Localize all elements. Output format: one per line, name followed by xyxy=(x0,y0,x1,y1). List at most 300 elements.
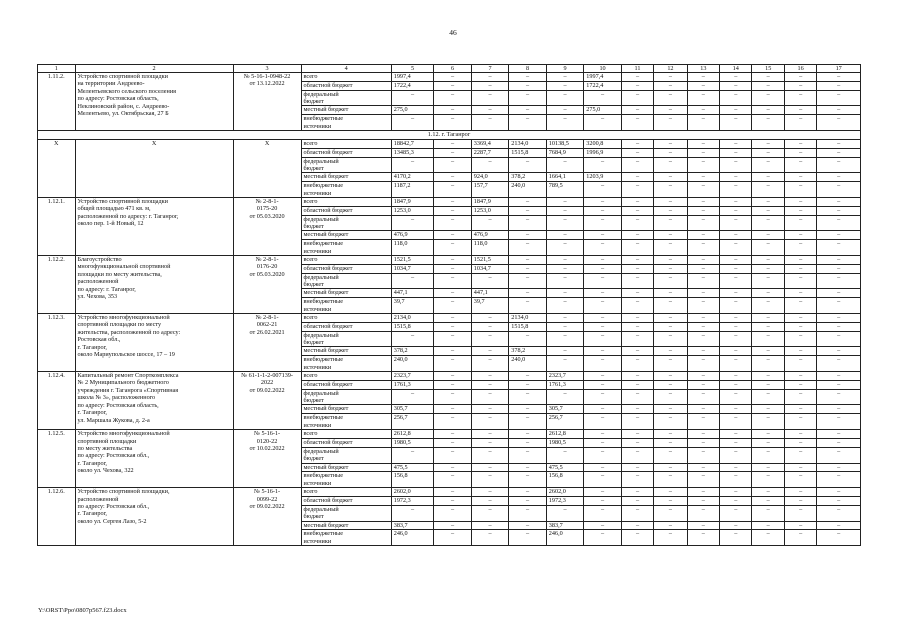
amount-cell: – xyxy=(817,298,861,314)
amount-cell: – xyxy=(621,405,653,414)
amount-cell: – xyxy=(752,314,784,323)
item-name: Х xyxy=(75,140,233,198)
funding-source: местный бюджет xyxy=(301,521,391,530)
item-number: 1.12.1. xyxy=(38,198,76,256)
amount-cell: – xyxy=(621,289,653,298)
amount-cell: – xyxy=(752,231,784,240)
amount-cell: – xyxy=(817,380,861,389)
amount-cell: – xyxy=(391,90,434,106)
amount-cell: – xyxy=(434,273,472,289)
funding-source: всего xyxy=(301,430,391,439)
amount-cell: – xyxy=(654,198,687,207)
amount-cell: – xyxy=(687,521,719,530)
amount-cell: – xyxy=(546,90,584,106)
amount-cell: – xyxy=(752,389,784,405)
funding-source: всего xyxy=(301,314,391,323)
column-number-row xyxy=(38,65,861,73)
column-number-header: 8 xyxy=(509,65,547,73)
amount-cell: – xyxy=(752,505,784,521)
amount-cell: – xyxy=(720,289,752,298)
amount-cell: 2323,7 xyxy=(546,372,584,381)
amount-cell: 378,2 xyxy=(509,173,547,182)
amount-cell: – xyxy=(509,472,547,488)
amount-cell: – xyxy=(687,198,719,207)
amount-cell: – xyxy=(621,372,653,381)
amount-cell: – xyxy=(621,264,653,273)
amount-cell: – xyxy=(817,331,861,347)
amount-cell: – xyxy=(752,447,784,463)
amount-cell: – xyxy=(434,264,472,273)
amount-cell: 1761,3 xyxy=(391,380,434,389)
amount-cell: – xyxy=(720,182,752,198)
amount-cell: 18842,7 xyxy=(391,140,434,149)
amount-cell: – xyxy=(471,115,509,131)
amount-cell: – xyxy=(546,331,584,347)
column-number-header: 17 xyxy=(817,65,861,73)
amount-cell: – xyxy=(687,73,719,82)
amount-cell: – xyxy=(752,372,784,381)
amount-cell: – xyxy=(621,157,653,173)
amount-cell: – xyxy=(434,173,472,182)
amount-cell: – xyxy=(720,314,752,323)
amount-cell: – xyxy=(752,347,784,356)
amount-cell: – xyxy=(584,215,622,231)
amount-cell: – xyxy=(784,347,816,356)
amount-cell: – xyxy=(471,414,509,430)
amount-cell: 240,0 xyxy=(391,356,434,372)
amount-cell: – xyxy=(584,115,622,131)
amount-cell: – xyxy=(784,447,816,463)
amount-cell: – xyxy=(471,505,509,521)
amount-cell: – xyxy=(434,405,472,414)
amount-cell: – xyxy=(817,148,861,157)
amount-cell: – xyxy=(471,356,509,372)
amount-cell: – xyxy=(784,148,816,157)
amount-cell: – xyxy=(817,182,861,198)
amount-cell: – xyxy=(434,505,472,521)
amount-cell: 275,0 xyxy=(391,106,434,115)
amount-cell: 1521,5 xyxy=(391,256,434,265)
amount-cell: – xyxy=(509,289,547,298)
amount-cell: – xyxy=(720,148,752,157)
amount-cell: – xyxy=(391,115,434,131)
amount-cell: – xyxy=(720,256,752,265)
item-document: № 5-16-1-0948-22 от 13.12.2022 xyxy=(233,73,301,131)
amount-cell: – xyxy=(509,521,547,530)
amount-cell: – xyxy=(720,206,752,215)
funding-source: местный бюджет xyxy=(301,173,391,182)
amount-cell: – xyxy=(720,488,752,497)
amount-cell: – xyxy=(752,322,784,331)
amount-cell: – xyxy=(720,356,752,372)
amount-cell: – xyxy=(509,106,547,115)
amount-cell: – xyxy=(546,115,584,131)
amount-cell: – xyxy=(546,289,584,298)
amount-cell: – xyxy=(509,298,547,314)
amount-cell: – xyxy=(546,347,584,356)
amount-cell: 476,9 xyxy=(391,231,434,240)
amount-cell: – xyxy=(391,215,434,231)
amount-cell: 118,0 xyxy=(471,240,509,256)
item-name: Устройство спортивной площадки, расположенной по адресу: Ростовская обл., г. Таганрог, около ул. Сергея Лазо, 5-2 xyxy=(75,488,233,546)
amount-cell: – xyxy=(546,206,584,215)
amount-cell: – xyxy=(434,206,472,215)
amount-cell: – xyxy=(817,505,861,521)
amount-cell: – xyxy=(546,231,584,240)
amount-cell: – xyxy=(471,322,509,331)
amount-cell: – xyxy=(584,389,622,405)
funding-source: внебюджетные источники xyxy=(301,356,391,372)
amount-cell: – xyxy=(654,298,687,314)
amount-cell: – xyxy=(654,106,687,115)
amount-cell: – xyxy=(720,463,752,472)
amount-cell: – xyxy=(752,215,784,231)
amount-cell: – xyxy=(434,81,472,90)
amount-cell: 305,7 xyxy=(546,405,584,414)
amount-cell: – xyxy=(471,380,509,389)
table-row xyxy=(38,488,861,497)
amount-cell: – xyxy=(546,198,584,207)
amount-cell: – xyxy=(654,148,687,157)
funding-source: областной бюджет xyxy=(301,148,391,157)
amount-cell: – xyxy=(621,322,653,331)
amount-cell: – xyxy=(546,314,584,323)
funding-source: внебюджетные источники xyxy=(301,530,391,546)
amount-cell: – xyxy=(621,430,653,439)
amount-cell: 1847,9 xyxy=(471,198,509,207)
amount-cell: – xyxy=(434,182,472,198)
amount-cell: – xyxy=(621,331,653,347)
amount-cell: – xyxy=(584,372,622,381)
amount-cell: 3200,8 xyxy=(584,140,622,149)
amount-cell: – xyxy=(654,182,687,198)
amount-cell: – xyxy=(784,505,816,521)
amount-cell: 1761,3 xyxy=(546,380,584,389)
amount-cell: – xyxy=(434,314,472,323)
amount-cell: – xyxy=(817,157,861,173)
item-document: № 2-8-1- 0176-20 от 05.03.2020 xyxy=(233,256,301,314)
amount-cell: – xyxy=(584,356,622,372)
amount-cell: – xyxy=(817,430,861,439)
amount-cell: – xyxy=(720,331,752,347)
amount-cell: 447,1 xyxy=(391,289,434,298)
amount-cell: – xyxy=(720,322,752,331)
amount-cell: – xyxy=(784,264,816,273)
funding-source: местный бюджет xyxy=(301,463,391,472)
amount-cell: 789,5 xyxy=(546,182,584,198)
amount-cell: – xyxy=(434,157,472,173)
amount-cell: – xyxy=(621,240,653,256)
amount-cell: – xyxy=(434,430,472,439)
amount-cell: – xyxy=(720,140,752,149)
amount-cell: – xyxy=(817,488,861,497)
amount-cell: – xyxy=(654,347,687,356)
amount-cell: – xyxy=(471,488,509,497)
amount-cell: – xyxy=(752,182,784,198)
amount-cell: – xyxy=(509,73,547,82)
amount-cell: 1034,7 xyxy=(471,264,509,273)
amount-cell: – xyxy=(752,90,784,106)
amount-cell: – xyxy=(471,273,509,289)
amount-cell: – xyxy=(687,472,719,488)
funding-source: федеральный бюджет xyxy=(301,447,391,463)
amount-cell: – xyxy=(584,521,622,530)
amount-cell: – xyxy=(471,389,509,405)
item-number: 1.12.4. xyxy=(38,372,76,430)
amount-cell: – xyxy=(720,414,752,430)
amount-cell: – xyxy=(784,356,816,372)
amount-cell: 1187,2 xyxy=(391,182,434,198)
amount-cell: – xyxy=(621,472,653,488)
amount-cell: – xyxy=(817,530,861,546)
amount-cell: – xyxy=(654,73,687,82)
amount-cell: – xyxy=(720,231,752,240)
item-document: № 2-8-1- 0175-20 от 05.03.2020 xyxy=(233,198,301,256)
amount-cell: – xyxy=(509,430,547,439)
amount-cell: – xyxy=(584,463,622,472)
amount-cell: – xyxy=(621,447,653,463)
amount-cell: – xyxy=(434,256,472,265)
amount-cell: – xyxy=(654,488,687,497)
amount-cell: – xyxy=(584,496,622,505)
amount-cell: – xyxy=(752,140,784,149)
amount-cell: – xyxy=(654,430,687,439)
amount-cell: – xyxy=(434,530,472,546)
amount-cell: – xyxy=(654,496,687,505)
amount-cell: – xyxy=(784,430,816,439)
amount-cell: – xyxy=(584,264,622,273)
funding-source: областной бюджет xyxy=(301,264,391,273)
amount-cell: – xyxy=(687,447,719,463)
amount-cell: – xyxy=(817,240,861,256)
amount-cell: 1664,1 xyxy=(546,173,584,182)
funding-source: областной бюджет xyxy=(301,380,391,389)
amount-cell: – xyxy=(654,157,687,173)
amount-cell: – xyxy=(817,264,861,273)
amount-cell: – xyxy=(391,273,434,289)
amount-cell: – xyxy=(720,81,752,90)
amount-cell: – xyxy=(584,240,622,256)
column-number-header: 13 xyxy=(687,65,719,73)
amount-cell: – xyxy=(654,215,687,231)
amount-cell: – xyxy=(784,380,816,389)
amount-cell: – xyxy=(720,380,752,389)
amount-cell: – xyxy=(509,90,547,106)
amount-cell: – xyxy=(434,447,472,463)
amount-cell: – xyxy=(434,140,472,149)
amount-cell: – xyxy=(687,322,719,331)
amount-cell: – xyxy=(654,331,687,347)
item-name: Устройство спортивной площадки общей площадью 471 кв. м, расположенной по адресу: г. Таганрог, около пер. 1-й Новый, 12 xyxy=(75,198,233,256)
amount-cell: – xyxy=(509,206,547,215)
amount-cell: – xyxy=(654,438,687,447)
amount-cell: – xyxy=(687,530,719,546)
amount-cell: – xyxy=(621,182,653,198)
amount-cell: – xyxy=(784,488,816,497)
amount-cell: – xyxy=(434,356,472,372)
amount-cell: 4170,2 xyxy=(391,173,434,182)
amount-cell: – xyxy=(817,521,861,530)
amount-cell: – xyxy=(687,347,719,356)
amount-cell: 2602,0 xyxy=(391,488,434,497)
amount-cell: – xyxy=(391,447,434,463)
amount-cell: – xyxy=(621,206,653,215)
amount-cell: – xyxy=(784,472,816,488)
amount-cell: – xyxy=(817,215,861,231)
amount-cell: – xyxy=(720,215,752,231)
amount-cell: – xyxy=(471,106,509,115)
funding-source: внебюджетные источники xyxy=(301,414,391,430)
item-document: № 61-1-1-2-007139- 2022 от 09.02.2022 xyxy=(233,372,301,430)
amount-cell: – xyxy=(621,521,653,530)
amount-cell: – xyxy=(584,414,622,430)
amount-cell: – xyxy=(471,405,509,414)
funding-source: федеральный бюджет xyxy=(301,505,391,521)
amount-cell: 1203,9 xyxy=(584,173,622,182)
amount-cell: – xyxy=(654,521,687,530)
amount-cell: – xyxy=(784,215,816,231)
amount-cell: 256,7 xyxy=(546,414,584,430)
amount-cell: – xyxy=(621,496,653,505)
amount-cell: – xyxy=(471,314,509,323)
amount-cell: – xyxy=(752,206,784,215)
amount-cell: – xyxy=(687,215,719,231)
amount-cell: 1722,4 xyxy=(584,81,622,90)
amount-cell: – xyxy=(784,289,816,298)
item-name: Устройство многофункциональной спортивной площадки по месту жительства, расположенной по адресу: Ростовская обл., г. Таганрог, около Мариупольское шоссе, 17 – 19 xyxy=(75,314,233,372)
amount-cell: – xyxy=(687,331,719,347)
amount-cell: – xyxy=(434,73,472,82)
amount-cell: – xyxy=(720,115,752,131)
amount-cell: – xyxy=(434,472,472,488)
amount-cell: – xyxy=(817,81,861,90)
amount-cell: – xyxy=(621,215,653,231)
funding-source: местный бюджет xyxy=(301,289,391,298)
table-row xyxy=(38,256,861,265)
amount-cell: 1515,8 xyxy=(509,148,547,157)
item-name: Капитальный ремонт Спорткомплекса № 2 Муниципального бюджетного учреждения г. Таганрога «Спортивная школа № 3», расположенного по адресу: Ростовская область, г. Таганрог, ул. Маршала Жукова, д. 2-а xyxy=(75,372,233,430)
column-number-header: 3 xyxy=(233,65,301,73)
funding-table xyxy=(37,64,861,546)
amount-cell: – xyxy=(546,81,584,90)
amount-cell: – xyxy=(784,231,816,240)
amount-cell: – xyxy=(434,414,472,430)
amount-cell: – xyxy=(720,273,752,289)
amount-cell: – xyxy=(784,90,816,106)
amount-cell: – xyxy=(687,380,719,389)
amount-cell: – xyxy=(621,488,653,497)
amount-cell: – xyxy=(784,331,816,347)
amount-cell: – xyxy=(654,289,687,298)
amount-cell: – xyxy=(687,148,719,157)
amount-cell: 1980,5 xyxy=(391,438,434,447)
item-number: 1.12.2. xyxy=(38,256,76,314)
amount-cell: – xyxy=(621,314,653,323)
amount-cell: – xyxy=(621,140,653,149)
table-row xyxy=(38,140,861,149)
column-number-header: 5 xyxy=(391,65,434,73)
amount-cell: – xyxy=(434,106,472,115)
amount-cell: – xyxy=(434,331,472,347)
amount-cell: 240,0 xyxy=(509,182,547,198)
amount-cell: – xyxy=(584,505,622,521)
amount-cell: 240,0 xyxy=(509,356,547,372)
amount-cell: – xyxy=(784,115,816,131)
item-number: 1.11.2. xyxy=(38,73,76,131)
amount-cell: – xyxy=(687,206,719,215)
amount-cell: – xyxy=(817,273,861,289)
amount-cell: – xyxy=(471,438,509,447)
amount-cell: 475,5 xyxy=(391,463,434,472)
amount-cell: 2134,0 xyxy=(391,314,434,323)
amount-cell: – xyxy=(584,231,622,240)
amount-cell: – xyxy=(752,496,784,505)
amount-cell: – xyxy=(817,447,861,463)
table-row xyxy=(38,430,861,439)
funding-source: всего xyxy=(301,256,391,265)
amount-cell: – xyxy=(584,90,622,106)
table-row xyxy=(38,198,861,207)
amount-cell: – xyxy=(654,380,687,389)
amount-cell: – xyxy=(654,240,687,256)
amount-cell: 13485,3 xyxy=(391,148,434,157)
item-document: № 5-16-1- 0099-22 от 09.02.2022 xyxy=(233,488,301,546)
amount-cell: – xyxy=(752,264,784,273)
amount-cell: 378,2 xyxy=(509,347,547,356)
amount-cell: – xyxy=(817,115,861,131)
funding-source: областной бюджет xyxy=(301,496,391,505)
amount-cell: – xyxy=(752,488,784,497)
amount-cell: – xyxy=(509,438,547,447)
amount-cell: – xyxy=(434,215,472,231)
amount-cell: – xyxy=(720,472,752,488)
item-number: 1.12.6. xyxy=(38,488,76,546)
funding-source: всего xyxy=(301,73,391,82)
amount-cell: – xyxy=(546,106,584,115)
amount-cell: – xyxy=(434,322,472,331)
amount-cell: – xyxy=(687,405,719,414)
funding-source: внебюджетные источники xyxy=(301,298,391,314)
amount-cell: – xyxy=(752,289,784,298)
amount-cell: – xyxy=(546,215,584,231)
amount-cell: – xyxy=(509,198,547,207)
amount-cell: – xyxy=(546,505,584,521)
amount-cell: – xyxy=(752,173,784,182)
amount-cell: – xyxy=(687,463,719,472)
amount-cell: – xyxy=(434,380,472,389)
amount-cell: – xyxy=(654,472,687,488)
amount-cell: – xyxy=(546,157,584,173)
section-title: 1.12. г. Таганрог xyxy=(38,131,861,140)
funding-source: всего xyxy=(301,198,391,207)
amount-cell: – xyxy=(687,140,719,149)
funding-source: федеральный бюджет xyxy=(301,273,391,289)
amount-cell: – xyxy=(752,115,784,131)
amount-cell: – xyxy=(817,389,861,405)
amount-cell: 39,7 xyxy=(471,298,509,314)
amount-cell: – xyxy=(784,157,816,173)
column-number-header: 1 xyxy=(38,65,76,73)
amount-cell: – xyxy=(752,430,784,439)
amount-cell: – xyxy=(817,472,861,488)
amount-cell: – xyxy=(621,115,653,131)
section-row xyxy=(38,131,861,140)
item-name: Благоустройство многофункциональной спортивной площадки по месту жительства, расположенной по адресу: г. Таганрог, ул. Чехова, 353 xyxy=(75,256,233,314)
amount-cell: – xyxy=(720,264,752,273)
amount-cell: – xyxy=(752,273,784,289)
table-row xyxy=(38,314,861,323)
amount-cell: – xyxy=(784,73,816,82)
